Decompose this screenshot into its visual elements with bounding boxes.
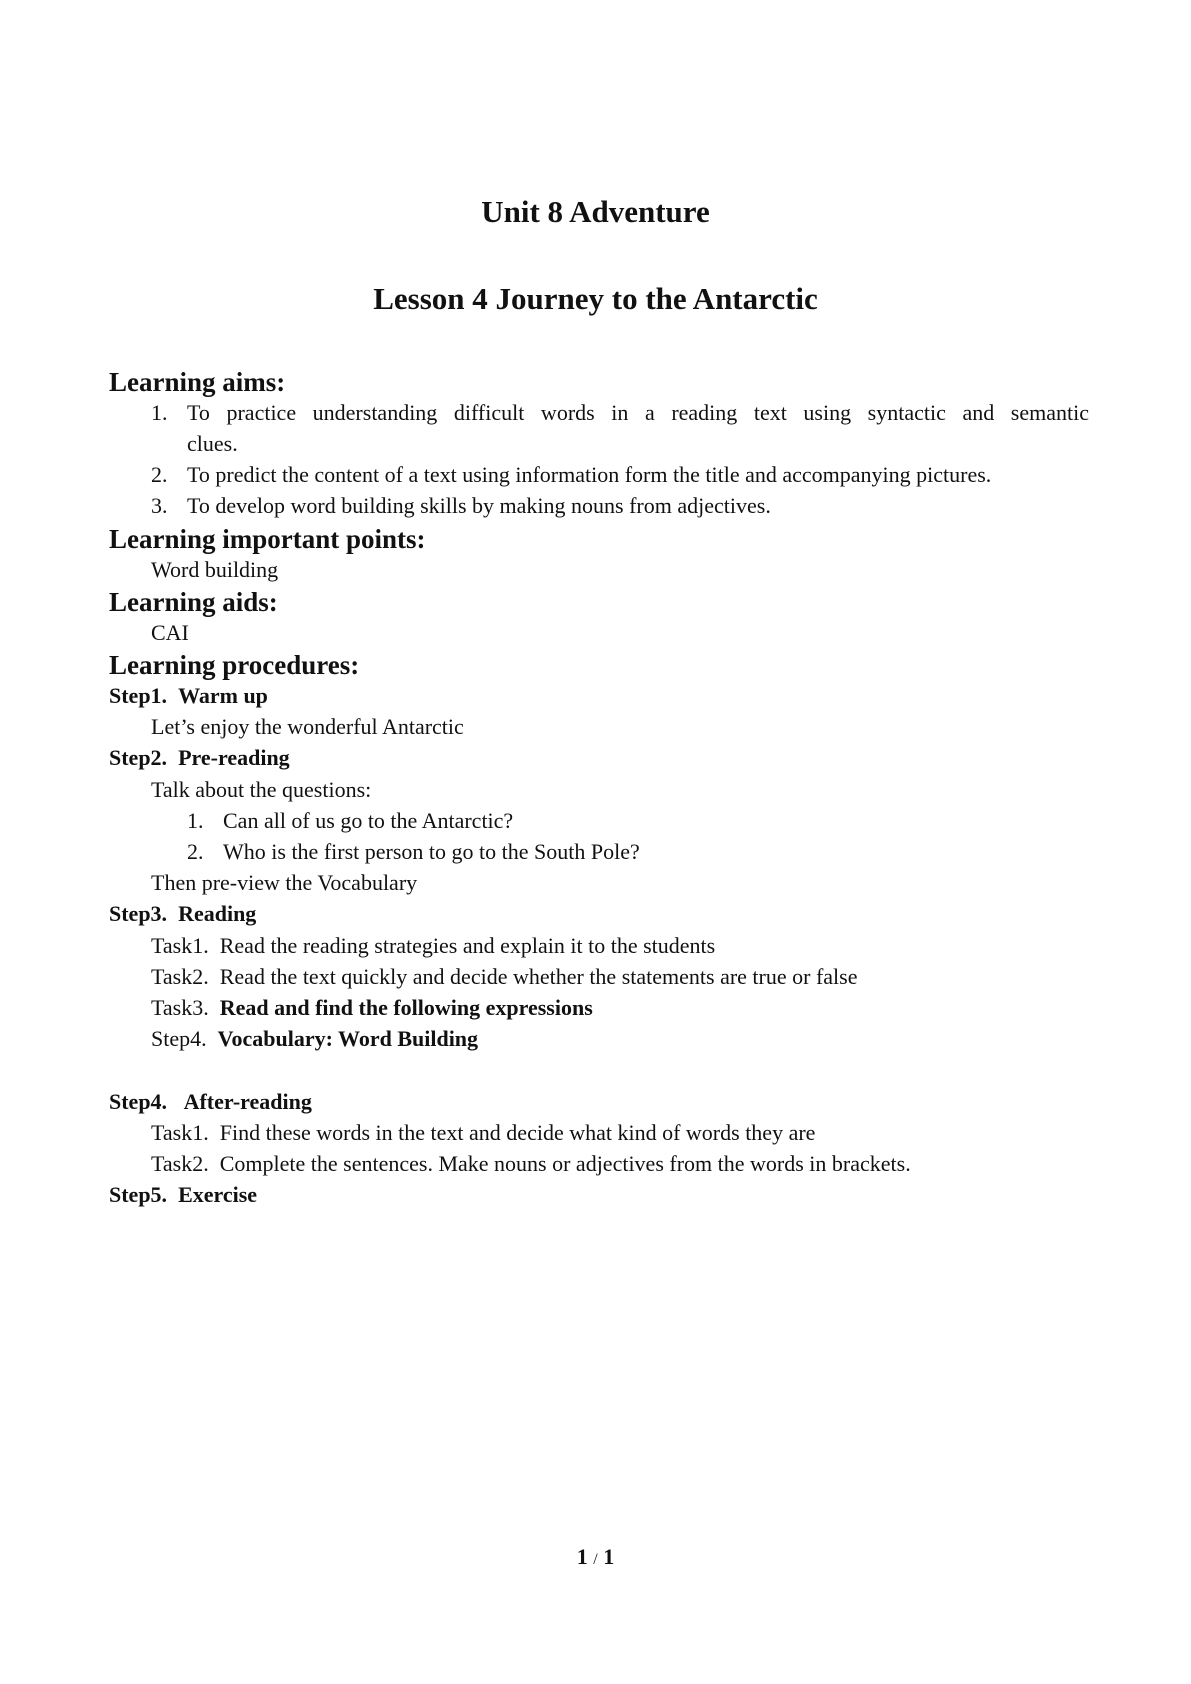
task-item — [151, 964, 857, 990]
learning-aims-heading: Learning aims: — [109, 367, 286, 397]
task-item — [151, 1151, 911, 1177]
task-text: Read and find the following expressions — [219, 995, 593, 1020]
current-page: 1 — [576, 1544, 588, 1569]
learning-procedures-heading: Learning procedures: — [109, 650, 360, 680]
page-number — [0, 1544, 1191, 1570]
task-label: Step4. — [151, 1026, 207, 1051]
aim-text: To develop word building skills by making nouns from adjectives. — [187, 493, 771, 518]
page-separator: / — [593, 1551, 598, 1568]
task-item — [151, 1120, 815, 1146]
aim-text: To predict the content of a text using information form the title and accompanying pictures. — [187, 462, 992, 487]
important-points-text: Word building — [151, 557, 279, 582]
task-item — [151, 933, 715, 959]
step4-title: After-reading — [183, 1089, 312, 1114]
step5-title: Exercise — [178, 1182, 258, 1207]
task-label: Task1. — [151, 933, 209, 958]
step3-title: Reading — [178, 901, 257, 926]
task-label: Task2. — [151, 1151, 209, 1176]
lesson-title: Lesson 4 Journey to the Antarctic — [373, 281, 818, 316]
step5-label: Step5. — [109, 1182, 168, 1207]
aim-number: 1. — [151, 400, 168, 425]
step2-label: Step2. — [109, 745, 168, 770]
question-text: Can all of us go to the Antarctic? — [223, 808, 514, 833]
task-text: Read the reading strategies and explain it to the students — [219, 933, 716, 958]
step2-outro: Then pre-view the Vocabulary — [151, 870, 418, 895]
step3-label: Step3. — [109, 901, 168, 926]
aim-text-continued: clues. — [187, 431, 238, 456]
learning-aids-text: CAI — [151, 620, 189, 645]
step1-title: Warm up — [178, 683, 268, 708]
task-text: Read the text quickly and decide whether the statements are true or false — [219, 964, 858, 989]
step4-heading — [109, 1089, 312, 1115]
step3-heading — [109, 901, 256, 927]
task-text: Vocabulary: Word Building — [217, 1026, 479, 1051]
important-points-heading: Learning important points: — [109, 524, 426, 554]
aim-text: To practice understanding difficult words in a reading text using syntactic and semantic — [187, 400, 1089, 425]
step2-intro: Talk about the questions: — [151, 777, 372, 802]
task-text: Find these words in the text and decide what kind of words they are — [219, 1120, 816, 1145]
step5-heading — [109, 1182, 257, 1208]
task-text: Complete the sentences. Make nouns or adjectives from the words in brackets. — [219, 1151, 911, 1176]
learning-aids-heading: Learning aids: — [109, 587, 278, 617]
question-number: 1. — [187, 808, 204, 833]
step1-text: Let’s enjoy the wonderful Antarctic — [151, 714, 464, 739]
task-label: Task1. — [151, 1120, 209, 1145]
step1-label: Step1. — [109, 683, 168, 708]
question-number: 2. — [187, 839, 204, 864]
aim-number: 2. — [151, 462, 168, 487]
question-text: Who is the first person to go to the South Pole? — [223, 839, 640, 864]
task-label: Task2. — [151, 964, 209, 989]
unit-title: Unit 8 Adventure — [481, 194, 710, 229]
aim-number: 3. — [151, 493, 168, 518]
task-label: Task3. — [151, 995, 209, 1020]
step1-heading — [109, 683, 268, 709]
total-pages: 1 — [603, 1544, 615, 1569]
task-item — [151, 1026, 478, 1052]
step2-heading — [109, 745, 290, 771]
task-item — [151, 995, 593, 1021]
step2-title: Pre-reading — [178, 745, 290, 770]
step4-label: Step4. — [109, 1089, 168, 1114]
